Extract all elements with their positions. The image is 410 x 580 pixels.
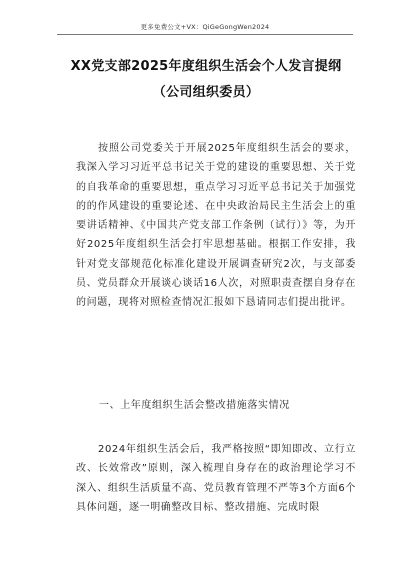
document-title: XX党支部2025年度组织生活会个人发言提纲（公司组织委员） <box>70 59 342 100</box>
paragraph-intro: 按照公司党委关于开展2025年度组织生活会的要求，我深入学习习近平总书记关于党的建设的重要思想、关于党的自我革命的重要思想，重点学习习近平总书记关于加强党的的作风建设的重要论述、在中央政治局民主生活会上的重要讲话精神、《中国共产党支部工作条例（试行）》等，为开好2025年度组织生活会打牢思想基础。根据工作安排，我针对党支部规范化标准化建设开展调查研究2次，与支部委员、党员群众开展谈心谈话16人次，对照职责查摆自身存在的问题，现将对照检查情况汇报如下恳请同志们提出批评。 <box>76 143 356 309</box>
header-divider <box>57 34 353 35</box>
header-note: 更多免费公文+VX：QiGeGongWen2024 <box>140 23 270 31</box>
paragraph-rectification: 2024年组织生活会后，我严格按照“即知即改、立行立改、长效常改”原则，深入梳理自身存在的政治理论学习不深入、组织生活质量不高、党员教育管理不严等3个方面6个具体问题，逐一明确整改目标、整改措施、完成时限 <box>76 444 356 513</box>
section-heading: 一、上年度组织生活会整改措施落实情况 <box>99 400 290 411</box>
